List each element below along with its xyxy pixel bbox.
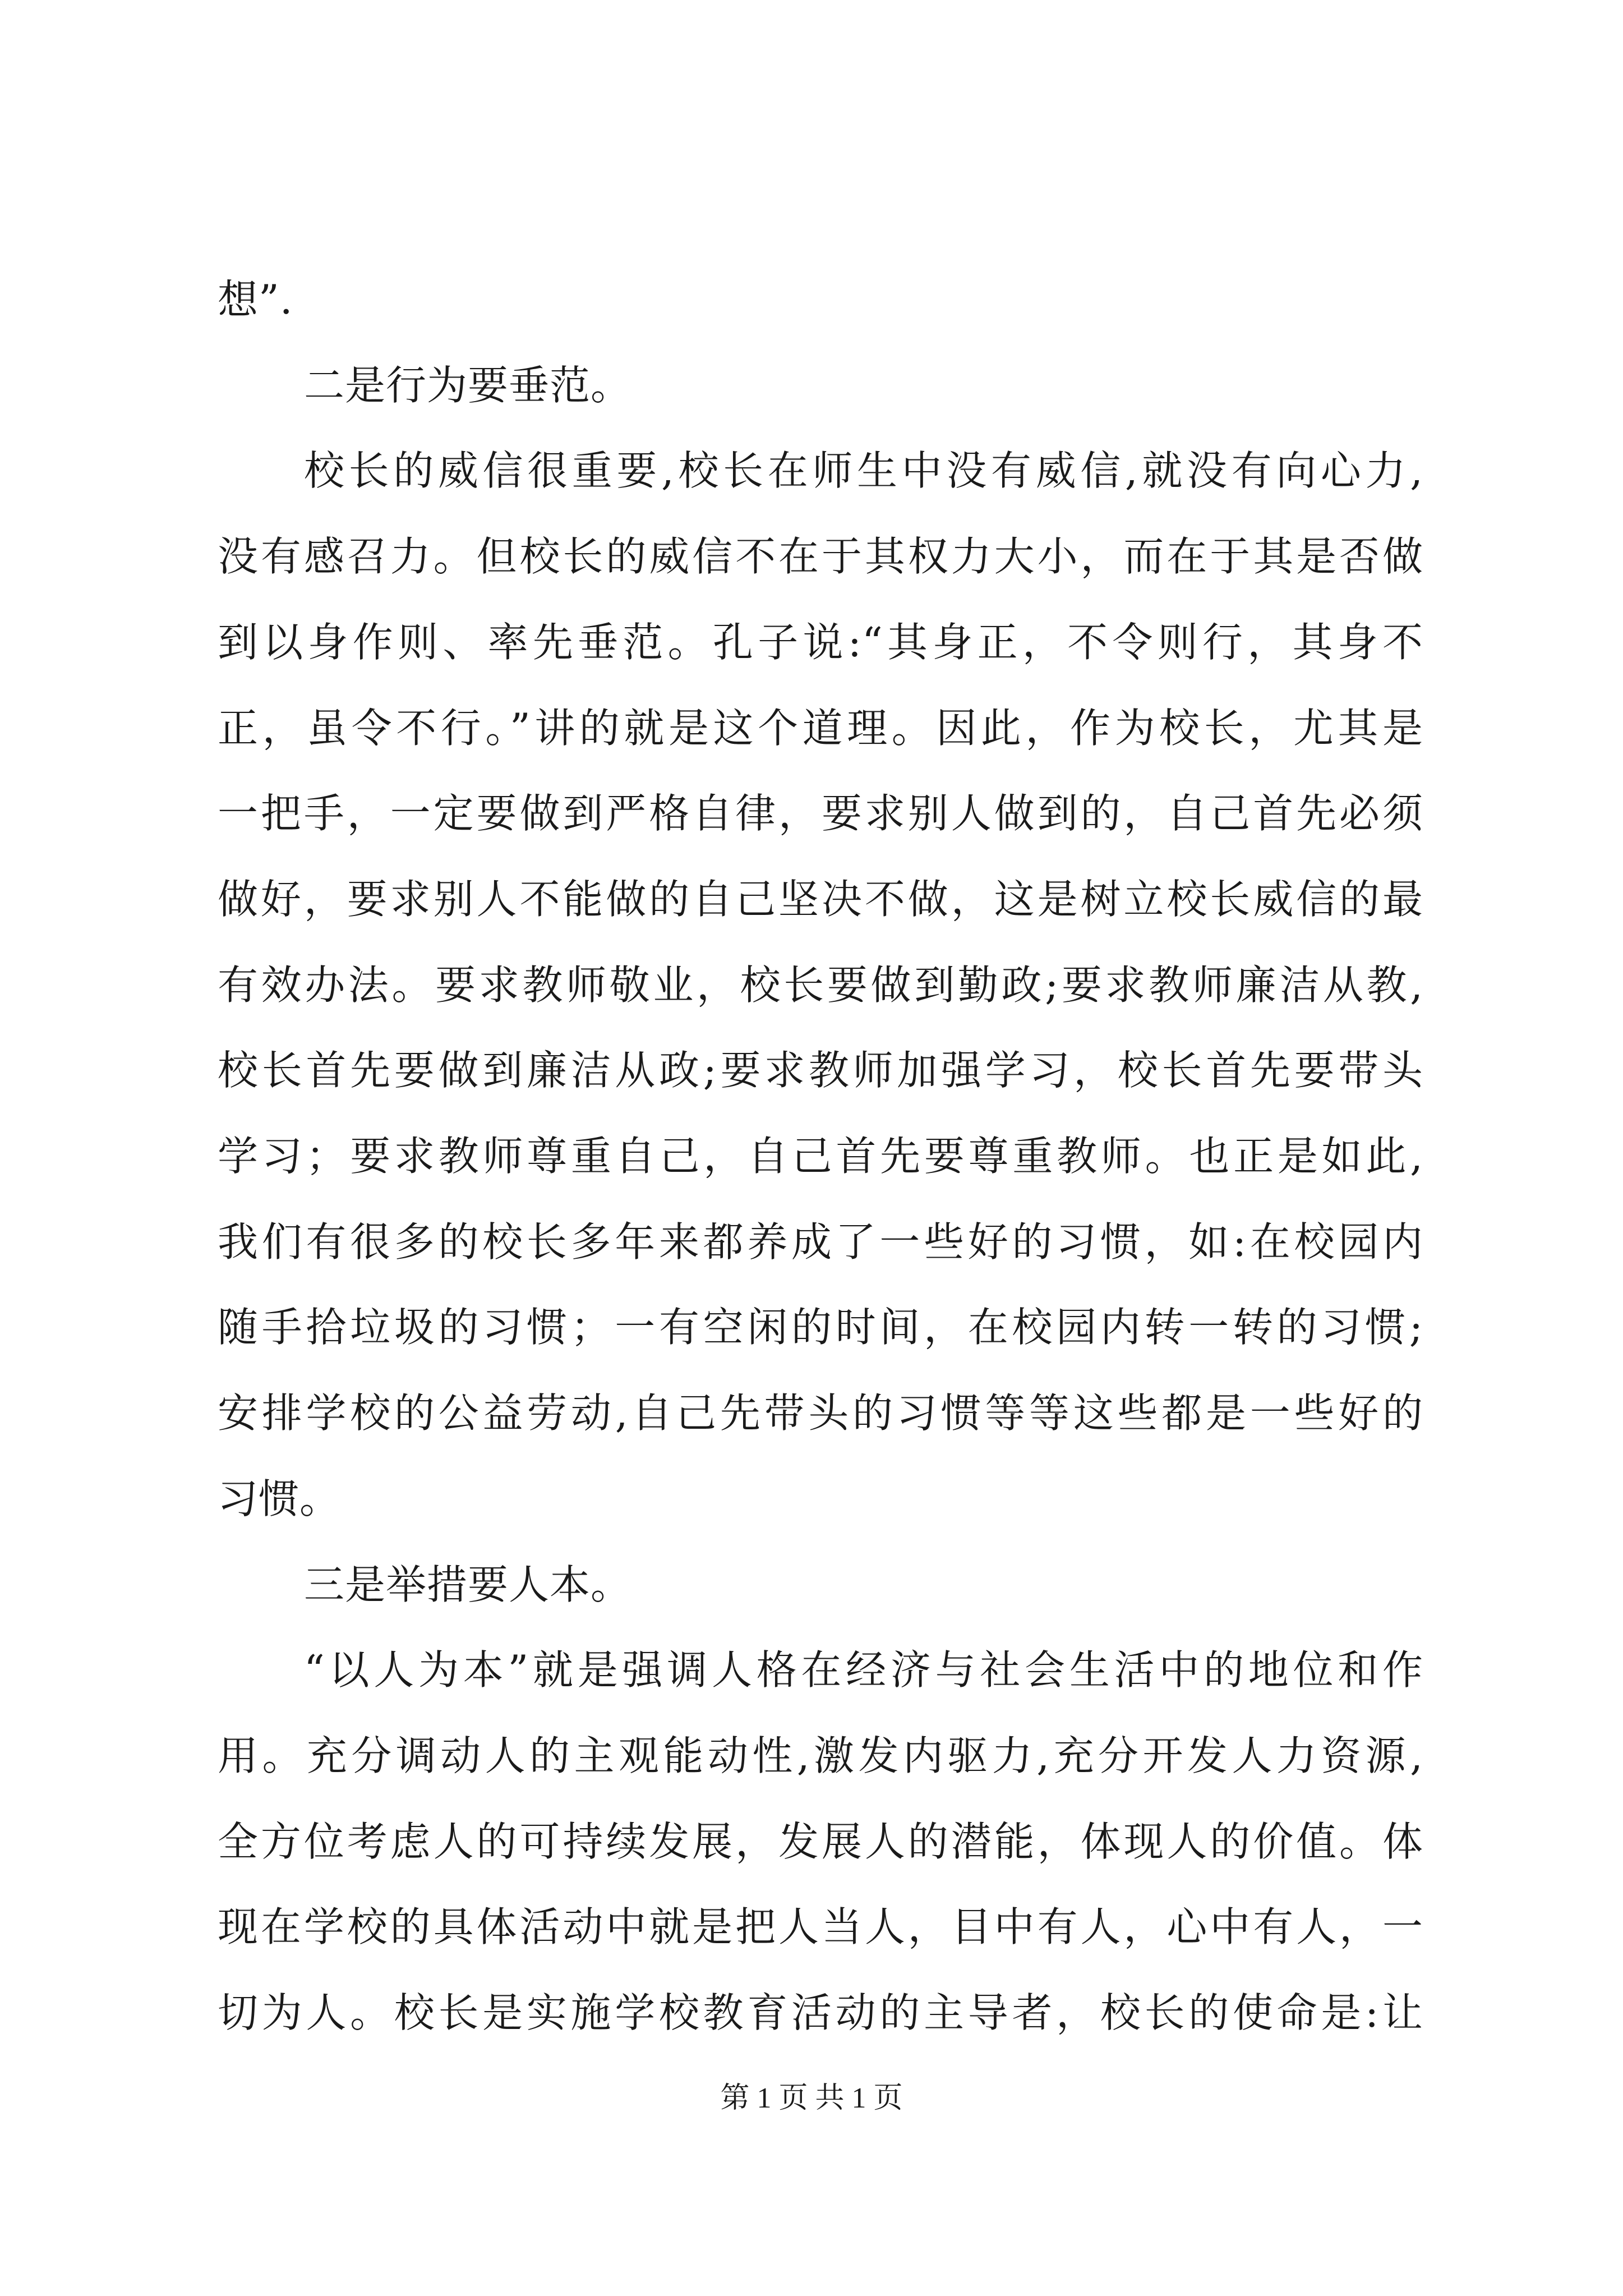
text-line: 我们有很多的校长多年来都养成了一些好的习惯，如:在校园内 [218,1218,1423,1266]
section-heading: 三是举措要人本。 [304,1561,632,1608]
text-line: 全方位考虑人的可持续发展，发展人的潜能，体现人的价值。体 [218,1818,1423,1865]
text-line: 切为人。校长是实施学校教育活动的主导者，校长的使命是:让 [218,1989,1423,2036]
text-line: 习惯。 [218,1475,341,1522]
text-line: 想”. [218,276,293,323]
text-line: 安排学校的公益劳动,自己先带头的习惯等等这些都是一些好的 [218,1389,1423,1437]
text-line: 一把手，一定要做到严格自律，要求别人做到的，自己首先必须 [218,790,1423,837]
text-line: 校长的威信很重要,校长在师生中没有威信,就没有向心力, [304,447,1423,494]
text-line: 正，虽令不行。”讲的就是这个道理。因此，作为校长，尤其是 [218,705,1423,752]
text-line: 学习；要求教师尊重自己，自己首先要尊重教师。也正是如此, [218,1133,1423,1180]
section-heading: 二是行为要垂范。 [304,362,632,409]
text-line: “以人为本”就是强调人格在经济与社会生活中的地位和作 [304,1646,1423,1694]
text-line: 到以身作则、率先垂范。孔子说:“其身正，不令则行，其身不 [218,619,1423,666]
text-line: 现在学校的具体活动中就是把人当人，目中有人，心中有人，一 [218,1903,1423,1950]
text-line: 随手拾垃圾的习惯；一有空闲的时间，在校园内转一转的习惯; [218,1304,1423,1351]
page-footer: 第 1 页 共 1 页 [720,2082,903,2114]
text-line: 校长首先要做到廉洁从政;要求教师加强学习，校长首先要带头 [218,1047,1423,1094]
text-line: 用。充分调动人的主观能动性,激发内驱力,充分开发人力资源, [218,1732,1423,1779]
text-line: 没有感召力。但校长的威信不在于其权力大小，而在于其是否做 [218,533,1423,580]
text-line: 有效办法。要求教师敬业，校长要做到勤政;要求教师廉洁从教, [218,961,1423,1009]
text-line: 做好，要求别人不能做的自己坚决不做，这是树立校长威信的最 [218,876,1423,923]
